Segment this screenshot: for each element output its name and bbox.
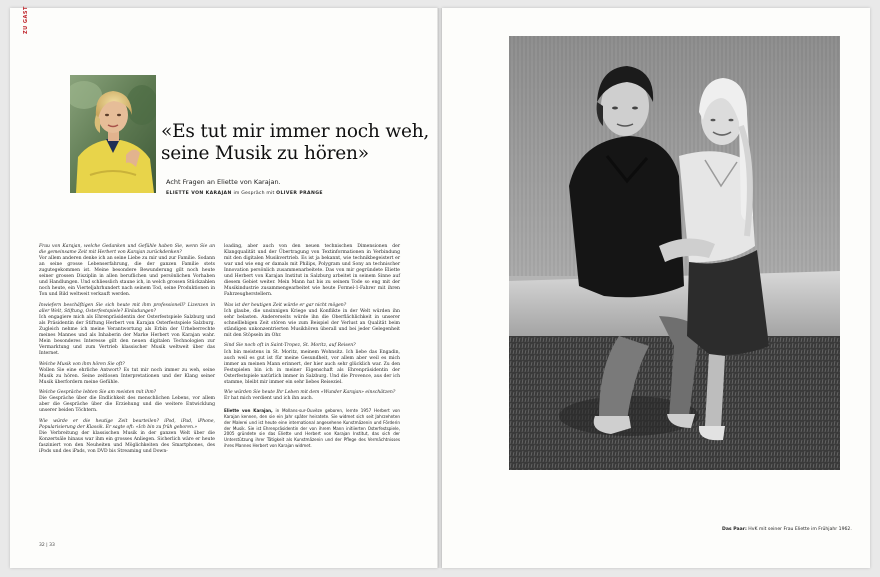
text-column-left [39,244,215,459]
interview-question: Inwiefern beschäftigen Sie sich heute mit ihm professionell? Lizenzen in aller Welt, Stiftung, Osterfestspiele? Einladungen? [39,302,215,314]
couple-photo [509,36,840,470]
interview-question: Was ist der heutigen Zeit würde er gar nicht mögen? [224,302,347,308]
caption-text: HvK mit seiner Frau Eliette im Frühjahr 1962. [748,527,852,532]
interview-question: Sind Sie noch oft in Saint-Tropez, St. Moritz, auf Reisen? [224,343,356,349]
interview-question: Wie würden Sie heute Ihr Leben mit dem «Wunder Karajan» einschätzen? [224,390,396,396]
byline-interviewer: OLIVER PRANGE [276,191,323,196]
interview-answer: Er hat mich verdient und ich ihn auch. [224,396,314,402]
caption-lead: Das Paar: [722,527,747,532]
article-byline [166,191,323,196]
interview-question: Welche Musik von ihm hören Sie oft? [39,361,125,367]
interview-question: Frau von Karajan, welche Gedanken und Gefühle haben Sie, wenn Sie an die gemeinsame Zeit mit Herbert von Karajan zurückdenken? [39,244,215,256]
section-tag: ZU GAST [23,6,29,34]
interview-answer: Wollen Sie eine ehrliche Antwort? Es tut mir noch immer zu weh, seine Musik zu hören. Seine zeitlosen Interpretationen und der Klang seiner Musik überfordern meine Gefühle. [39,367,215,385]
portrait-illustration [70,75,156,193]
interview-answer: loading, aber auch von den neuen technischen Dimensionen der Klangqualität und der Übertragung von Textinformationen in Verbindung mit den digitalen Musikvertrieb. Es ist ja bekannt, wie technikbegeistert er war und wie eng er damals mit Philips, Polygram und Sony an technischer Innovation persönlich zusammenarbeitete. Das von mir gegründete Eliette und Herbert von Karajan Institut in Salzburg arbeitet in seinem Sinne auf diesem Gebiet weiter. Mein Mann hat bis zu seinem Tode so eng mit der Musikindustrie zusammengearbeitet wie heute Formel-1-Fahrer mit ihren Fahrzeugherstellern. [224,244,400,298]
right-page [442,8,870,568]
interview-answer: Ich engagiere mich als Ehrenpräsidentin der Osterfestspiele Salzburg und als Präsidentin der Stiftung Herbert von Karajan Osterfestspiele Salzburg. Zugleich nehme ich meine Verantwortung als Erbin der Urheberrechte meines Mannes und als Inhaberin der Marke Herbert von Karajan wahr. Mein besonderes Interesse gilt den neuen digitalen Technologien zur Vermarktung und zum Vertrieb klassischer Musik weltweit über das Internet. [39,314,215,357]
author-bio [224,408,400,449]
portrait-photo [70,75,156,193]
byline-interviewee: ELIETTE VON KARAJAN [166,191,232,196]
interview-answer: Die Verbreitung der klassischen Musik in der ganzen Welt über die Konzertsäle hinaus war ihm ein grosses Anliegen. Sicherlich wäre er heute fasziniert von den Neuheiten und Möglichkeiten des Smartphones, des iPods und des iPads, von DVD bis Streaming und Down- [39,430,215,455]
interview-answer: Vor allem anderen denke ich an seine Liebe zu mir und zur Familie. Sodann an seine grosse Lebenserfahrung, die der ganzen Familie stets zugutegekommen ist. Meine besondere Bewunderung gilt noch heute seiner grossen Disziplin in allen beruflichen und persönlichen Vorhaben und Handlungen. Und schliesslich staune ich, in welch grossen Stückzahlen noch heute, ein Vierteljahrhundert nach seinem Tod, seine Produktionen in Ton und Bild weltweit verkauft werden. [39,256,215,298]
left-page [10,8,438,568]
interview-answer: Die Gespräche über die Endlichkeit des menschlichen Lebens, vor allem aber die Gespräche über die Erziehung und die weitere Entwicklung unserer beiden Töchtern. [39,396,215,414]
article-headline: «Es tut mir immer noch weh, seine Musik zu hören» [161,121,430,164]
interview-question: Welche Gespräche lebten Sie am meisten mit ihm? [39,390,157,396]
interview-question: Wie würde er die heutige Zeit beurteilen? iPod, iPad, iPhone, Popularisierung der Klassik. Er sagte oft: «Ich bin zu früh geboren.» [39,418,215,430]
interview-answer: Ich glaube, die unsinnigen Kriege und Konflikte in der Welt würden ihn sehr belasten. Andererseits würde ihn die Oberflächlichkeit in unserer schnelllebigen Zeit stören wie zum Beispiel der Verlust an Qualität beim ständigen unkonzentrierten Musikhören überall und bei jeder Gelegenheit mit den Stöpseln im Ohr. [224,308,400,339]
photo-caption [722,527,852,532]
interview-answer: Ich bin meistens in St. Moritz, meinem Wohnsitz. Ich liebe das Engadin, auch weil es gut ist für meine Gesundheit, vor allem aber weil es mich immer an meinen Mann erinnert, der hier auch sehr glücklich war. Zu den Festspielen bin ich in meiner Eigenschaft als Ehrenpräsidentin der Osterfestspiele natürlich immer in Salzburg. Und die Provence, aus der ich stamme, bleibt mir immer ein sehr liebes Reiseziel. [224,349,400,385]
couple-photo-illustration [509,36,840,470]
byline-connector: im Gespräch mit [233,191,275,196]
article-subhead: Acht Fragen an Eliette von Karajan. [166,178,281,186]
bio-name: Eliette von Karajan, [224,408,273,414]
bio-text: in Mollans-sur-Ouvèze geboren, lernte 1957 Herbert von Karajan kennen, den sie ein Jahr später heiratete. Sie widmet sich seit Jahrzehnten der Malerei und ist heute eine international angesehene Kunstmäzenin und Förderin der Musik. Sie ist Ehrenpräsidentin der von ihrem Mann initiierten Osterfestspiele, 2005 gründete sie das Eliette und Herbert von Karajan Institut, das sich der Unterstützung ihrer Tätigkeit als Kunstmäzenin und der Pflege des Vermächtnisses ihres Mannes Herbert von Karajan widmet. [224,408,401,449]
text-column-right [224,244,400,453]
page-folio: 32 | 33 [39,543,55,548]
